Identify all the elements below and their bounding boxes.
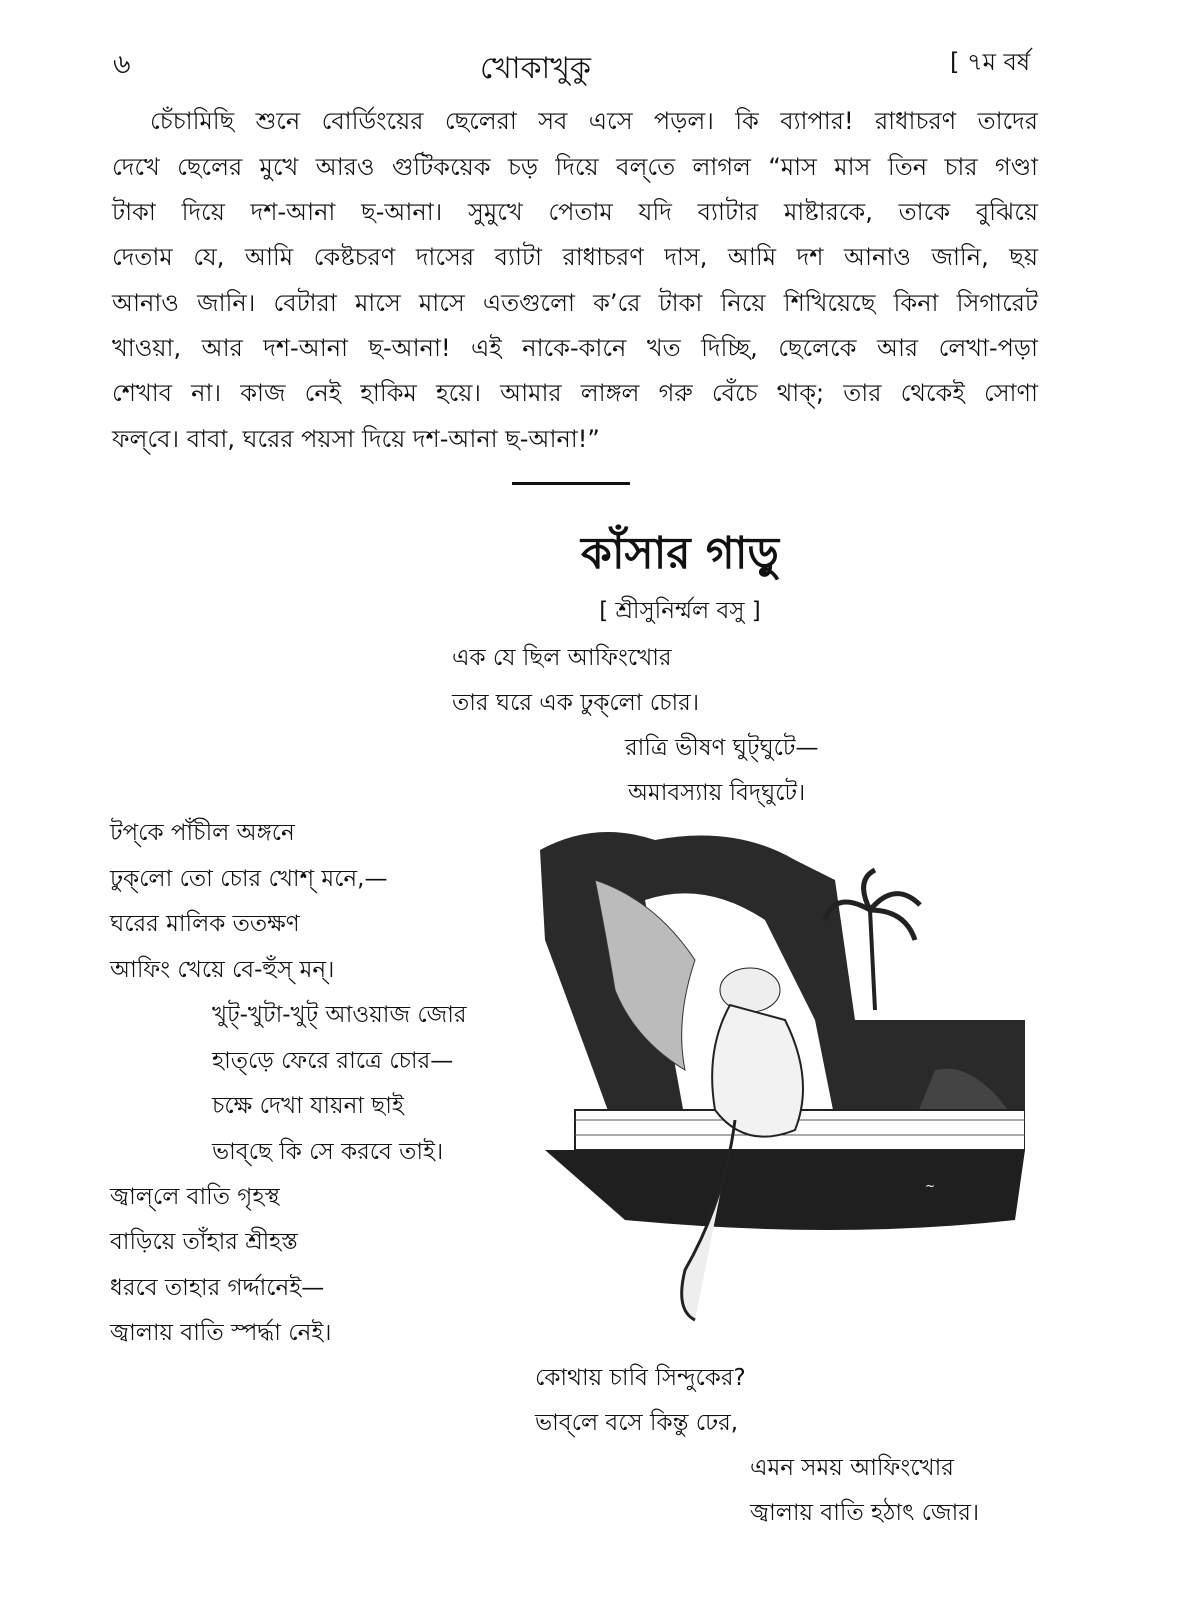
prose-line: ফল্‌বে। বাবা, ঘরের পয়সা দিয়ে দশ-আনা ছ-আনা!” [112, 425, 600, 453]
poem-line: রাত্রি ভীষণ ঘুট্‌ঘুটে— [625, 735, 819, 761]
poem-line: তার ঘরে এক ঢুক্‌লো চোর। [452, 690, 700, 716]
prose-line: টাকা দিয়ে দশ-আনা ছ-আনা। সুমুখে পেতাম যদি ব্যাটার মাষ্টারকে, তাকে বুঝিয়ে [112, 198, 1038, 226]
poem-line: বাড়িয়ে তাঁহার শ্রীহস্ত [110, 1229, 298, 1255]
magazine-title: খোকাখুকু [480, 51, 591, 86]
artist-signature: ~ [925, 1179, 936, 1193]
poem-line: হাত্‌ড়ে ফেরে রাত্রে চোর— [212, 1048, 454, 1074]
poem-line: কোথায় চাবি সিন্দুকের? [535, 1365, 746, 1391]
section-divider [512, 482, 630, 485]
poem-title: কাঁসার গাড়ু [581, 528, 779, 579]
poem-line: জ্বালায় বাতি হঠাৎ জোর। [750, 1500, 980, 1526]
poem-line: ভাব্‌লে বসে কিন্তু ঢের, [535, 1410, 739, 1436]
poem-author: [ শ্রীসুনির্ম্মল বসু ] [599, 598, 761, 624]
poem-line: ঢুক্‌লো তো চোর খোশ্ মনে,— [110, 866, 388, 892]
volume-label: [ ৭ম বর্ষ [950, 48, 1031, 76]
poem-line: অমাবস্যায় বিদ্‌ঘুটে। [628, 780, 806, 806]
illustration-thief-on-wall [535, 820, 1025, 1345]
prose-line: দেখে ছেলের মুখে আরও গুটিকয়েক চড় দিয়ে বল্‌তে লাগল “মাস মাস তিন চার গণ্ডা [112, 153, 1038, 181]
page-number: ৬ [113, 49, 131, 80]
poem-line: এমন সময় আফিংখোর [750, 1455, 954, 1481]
prose-line: শেখাব না। কাজ নেই হাকিম হয়ে। আমার লাঙ্গল গরু বেঁচে থাক্; তার থেকেই সোণা [112, 379, 1038, 407]
prose-line: দেতাম যে, আমি কেষ্টচরণ দাসের ব্যাটা রাধাচরণ দাস, আমি দশ আনাও জানি, ছয় [112, 243, 1038, 271]
poem-line: এক যে ছিল আফিংখোর [452, 645, 672, 671]
prose-line: চেঁচামিছি শুনে বোর্ডিংয়ের ছেলেরা সব এসে পড়ল। কি ব্যাপার! রাধাচরণ তাদের [150, 107, 1038, 135]
poem-line: ঘরের মালিক ততক্ষণ [110, 911, 300, 937]
poem-line: জ্বাল্‌লে বাতি গৃহস্থ [110, 1184, 280, 1210]
poem-line: আফিং খেয়ে বে-হুঁস্ মন্। [110, 957, 335, 983]
poem-line: জ্বালায় বাতি স্পর্দ্ধা নেই। [110, 1320, 332, 1346]
poem-line: খুট্-খুটা-খুট্ আওয়াজ জোর [212, 1002, 467, 1028]
poem-line: চক্ষে দেখা যায়না ছাই [212, 1093, 404, 1119]
poem-line: ভাব্‌ছে কি সে করবে তাই। [212, 1139, 444, 1165]
poem-line: ধরবে তাহার গর্দ্দানেই— [110, 1275, 325, 1301]
prose-line: খাওয়া, আর দশ-আনা ছ-আনা! এই নাকে-কানে খত দিচ্ছি, ছেলেকে আর লেখা-পড়া [112, 334, 1038, 362]
poem-line: টপ্‌কে পাঁচীল অঙ্গনে [110, 820, 295, 846]
prose-line: আনাও জানি। বেটারা মাসে মাসে এতগুলো ক’রে টাকা নিয়ে শিখিয়েছে কিনা সিগারেট [112, 289, 1038, 317]
